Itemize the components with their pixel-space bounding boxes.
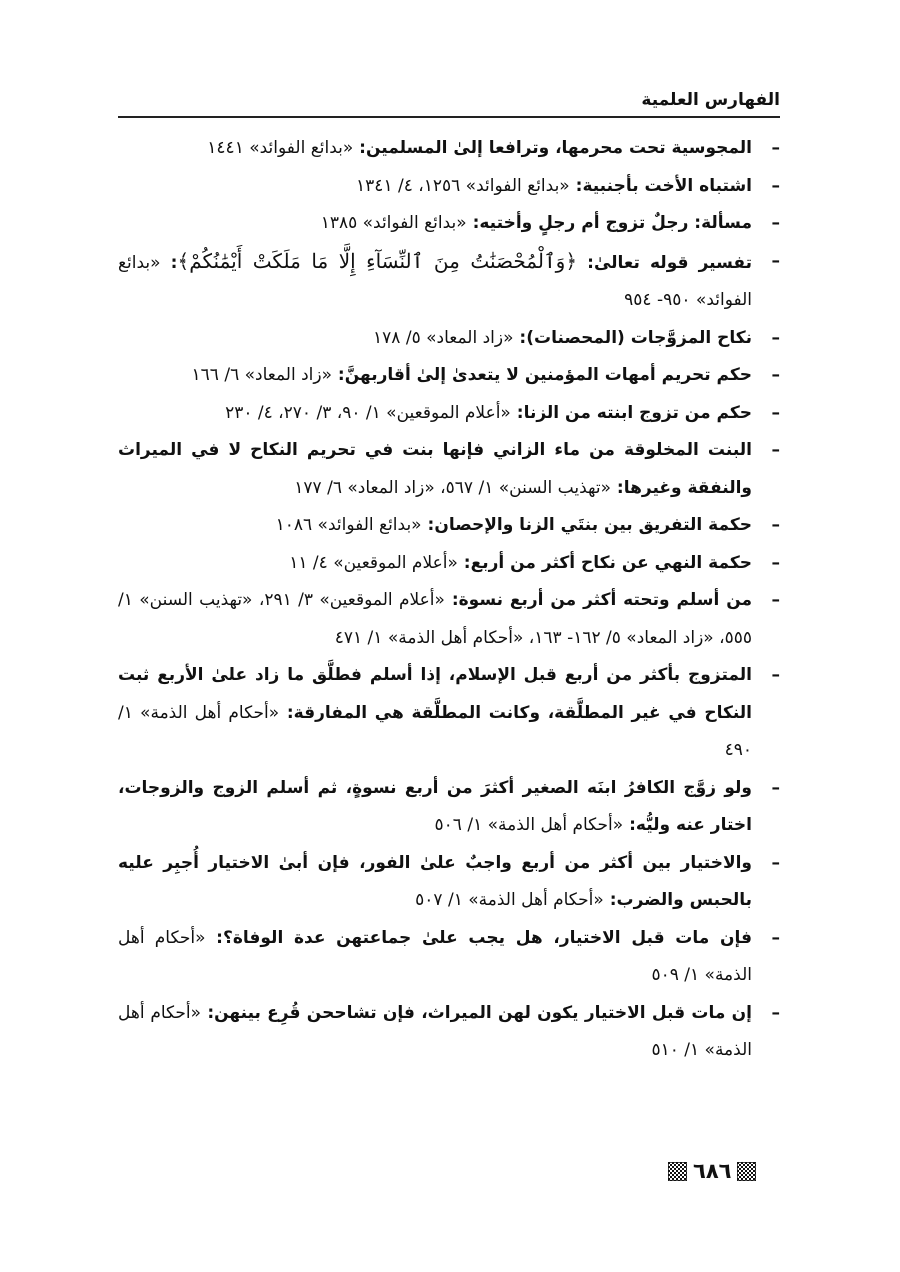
index-entry — [118, 845, 780, 920]
entry-topic: مسألة: رجلٌ تزوج أم رجلٍ وأختيه — [479, 213, 752, 233]
entry-dash: – — [771, 138, 780, 158]
entry-dash: – — [771, 1002, 780, 1023]
ornament-icon — [668, 1162, 687, 1181]
running-head — [118, 84, 780, 118]
entry-topic: نكاح المزوَّجات (المحصنات) — [526, 327, 752, 348]
entry-dash: – — [771, 852, 780, 873]
ornament-icon — [737, 1162, 756, 1181]
entry-reference: «أعلام الموقعين» ١/ ٩٠، ٣/ ٢٧٠، ٤/ ٢٣٠ — [225, 402, 511, 423]
entry-topic: حكمة التفريق بين بنتَي الزنا والإحصان — [434, 515, 752, 535]
index-entry — [118, 657, 780, 770]
entry-topic: تفسير قوله تعالىٰ: — [577, 252, 753, 273]
entry-separator: : — [457, 552, 471, 573]
entry-topic: من أسلم وتحته أكثر من أربع نسوة — [458, 590, 753, 610]
entry-separator: : — [279, 702, 294, 723]
quran-verse: ﴿وَٱلْمُحْصَنَٰتُ مِنَ ٱلنِّسَآءِ إِلَّا مَا مَلَكَتْ أَيْمَٰنُكُمْ﴾ — [177, 248, 578, 273]
entry-dash: – — [771, 327, 780, 348]
index-entry — [118, 432, 780, 507]
entry-topic: حكمة النهي عن نكاح أكثر من أربع — [470, 552, 752, 573]
entry-separator: : — [569, 175, 583, 196]
entry-reference: «أحكام أهل الذمة» ١/ ٥١٠ — [118, 1002, 752, 1060]
entry-topic: المجوسية تحت محرمها، وترافعا إلىٰ المسلمين — [365, 138, 752, 158]
index-entry — [118, 582, 780, 657]
entry-topic: والاختيار بين أكثر من أربع واجبٌ علىٰ الفور، فإن أبىٰ الاختيار أُجبِر عليه بالحبس والضرب — [118, 852, 752, 910]
entry-topic: البنت المخلوقة من ماء الزاني فإنها بنت في تحريم النكاح لا في الميراث والنفقة وغيرها — [118, 440, 752, 498]
entry-separator: : — [444, 590, 459, 610]
entry-separator: : — [421, 515, 435, 535]
index-entry — [118, 395, 780, 433]
entry-reference: «بدائع الفوائد» ١٣٨٥ — [320, 213, 467, 233]
entry-topic: فإن مات قبل الاختيار، هل يجب علىٰ جماعتهن عدة الوفاة؟ — [222, 927, 752, 948]
entry-dash: – — [771, 213, 780, 233]
entry-reference: «أعلام الموقعين» ٤/ ١١ — [289, 552, 458, 573]
index-entry — [118, 920, 780, 995]
entry-separator: : — [603, 890, 617, 910]
index-entry — [118, 130, 780, 168]
entry-reference: «بدائع الفوائد» ١٤٤١ — [207, 138, 354, 158]
running-head-title: الفهارس العلمية — [641, 90, 780, 110]
index-entry — [118, 545, 780, 583]
entry-dash: – — [771, 590, 780, 610]
entry-reference: «تهذيب السنن» ١/ ٥٦٧، «زاد المعاد» ٦/ ١٧٧ — [294, 477, 611, 498]
entry-reference: «أحكام أهل الذمة» ١/ ٤٩٠ — [118, 702, 752, 760]
entry-reference: «أحكام أهل الذمة» ١/ ٥٠٧ — [415, 890, 604, 910]
entry-separator: : — [623, 815, 636, 835]
entry-separator: : — [466, 213, 480, 233]
entry-dash: – — [771, 515, 780, 535]
entry-separator: : — [160, 252, 178, 273]
entry-reference: «زاد المعاد» ٥/ ١٧٨ — [373, 327, 514, 348]
index-entry — [118, 770, 780, 845]
index-entries — [118, 130, 780, 1070]
entry-dash: – — [771, 927, 780, 948]
entry-topic: المتزوج بأكثر من أربع قبل الإسلام، إذا أسلم فطلَّق ما زاد علىٰ الأربع ثبت النكاح في غير المطلَّقة، وكانت المطلَّقة هي المفارقة — [118, 665, 753, 723]
entry-separator: : — [205, 927, 223, 948]
entry-reference: «أحكام أهل الذمة» ١/ ٥٠٦ — [434, 815, 624, 835]
entry-dash: – — [771, 777, 780, 798]
entry-dash: – — [771, 552, 780, 573]
entry-dash: – — [771, 402, 780, 423]
index-entry — [118, 357, 780, 395]
entry-separator: : — [201, 1002, 215, 1023]
index-entry — [118, 320, 780, 358]
entry-reference: «بدائع الفوائد» ١٠٨٦ — [275, 515, 422, 535]
entry-separator: : — [513, 327, 527, 348]
index-entry — [118, 168, 780, 206]
entry-reference: «بدائع الفوائد» ١٢٥٦، ٤/ ١٣٤١ — [356, 175, 570, 196]
entry-separator: : — [611, 477, 624, 498]
entry-topic: ولو زوَّج الكافرُ ابنَه الصغير أكثرَ من أربع نسوةٍ، ثم أسلم الزوج والزوجات، اختار عنه وليُّه — [118, 777, 752, 835]
index-entry — [118, 507, 780, 545]
index-entry — [118, 995, 780, 1070]
entry-dash: – — [771, 665, 780, 685]
entry-reference: «أحكام أهل الذمة» ١/ ٥٠٩ — [118, 927, 752, 985]
index-entry — [118, 243, 780, 320]
entry-dash: – — [771, 440, 780, 460]
page-number: ٦٨٦ — [693, 1159, 732, 1183]
entry-topic: اشتباه الأخت بأجنبية — [582, 175, 752, 196]
entry-reference: «بدائع الفوائد» ٩٥٠- ٩٥٤ — [118, 252, 752, 310]
entry-topic: حكم تحريم أمهات المؤمنين لا يتعدىٰ إلىٰ أقاربهنَّ — [344, 365, 752, 385]
entry-separator: : — [510, 402, 524, 423]
entry-reference: «أعلام الموقعين» ٣/ ٢٩١، «تهذيب السنن» ١/ ٥٥٥، «زاد المعاد» ٥/ ١٦٢- ١٦٣، «أحكام أهل الذمة» ١/ ٤٧١ — [118, 590, 752, 648]
entry-dash: – — [771, 175, 780, 196]
entry-dash: – — [771, 365, 780, 385]
entry-separator: : — [332, 365, 345, 385]
index-entry — [118, 205, 780, 243]
entry-topic: حكم من تزوج ابنته من الزنا — [523, 402, 752, 423]
entry-reference: «زاد المعاد» ٦/ ١٦٦ — [191, 365, 333, 385]
entry-dash: – — [771, 250, 780, 271]
entry-separator: : — [353, 138, 366, 158]
page-number-block — [668, 1156, 756, 1186]
entry-topic: إن مات قبل الاختيار يكون لهن الميراث، فإن تشاححن قُرِع بينهن — [214, 1002, 752, 1023]
